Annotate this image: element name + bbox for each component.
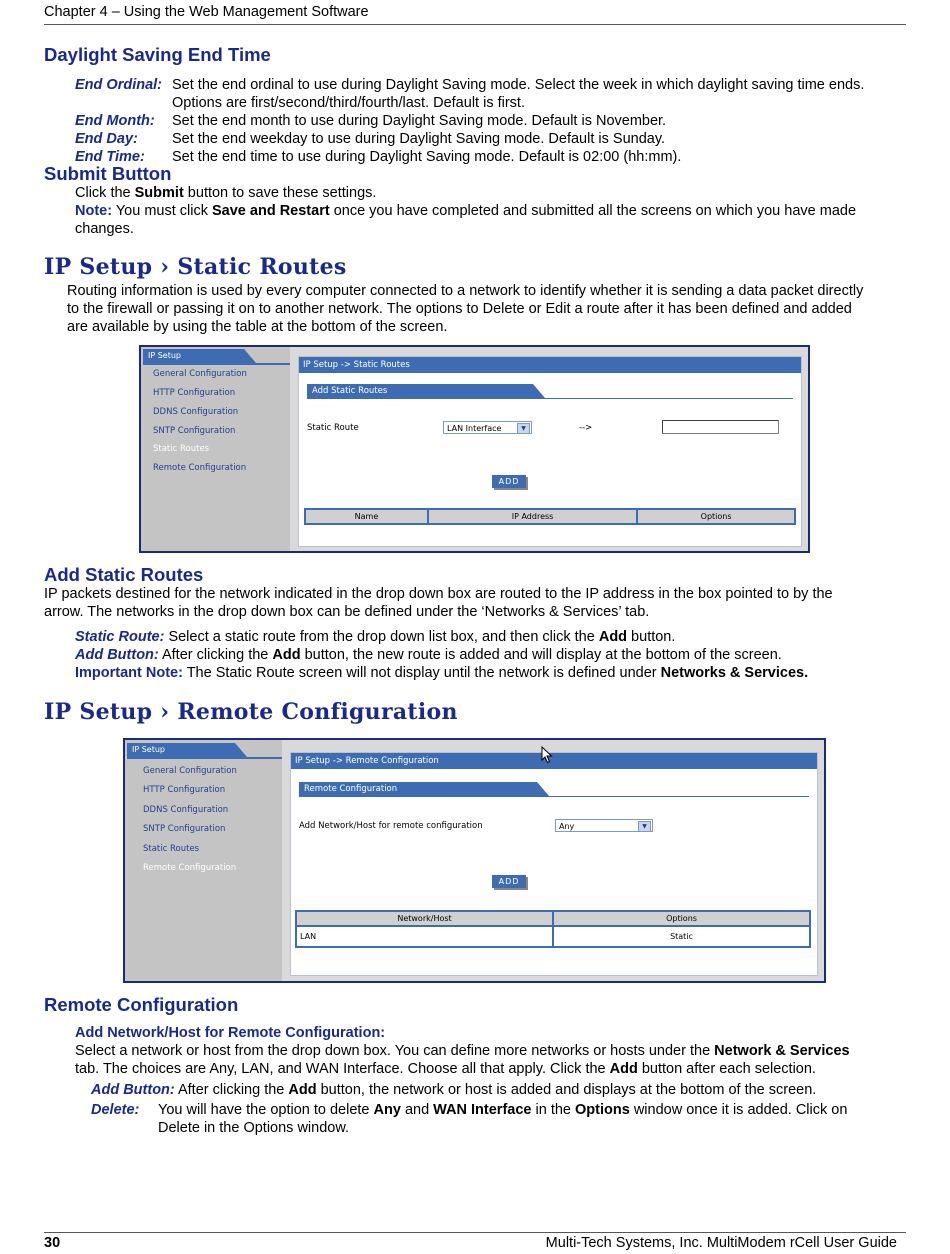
term-label: End Ordinal:: [75, 77, 162, 93]
ip-address-input[interactable]: [662, 420, 779, 434]
text: button, the network or host is added and displays at the bottom of the screen.: [316, 1082, 817, 1098]
text: Delete in the Options window.: [158, 1120, 350, 1136]
sidebar-tab[interactable]: IP Setup: [127, 743, 235, 757]
section-tab: Add Static Routes: [307, 384, 533, 398]
text: in the: [531, 1102, 576, 1118]
nav-remote-configuration[interactable]: Remote Configuration: [143, 863, 237, 873]
content-panel: [290, 752, 818, 976]
content-panel: [298, 356, 802, 547]
term-label: End Day:: [75, 131, 138, 147]
term-desc: Set the end weekday to use during Daylight Saving mode. Default is Sunday.: [172, 131, 666, 147]
text: Select a network or host from the drop down box. You can define more networks or hosts under the: [75, 1043, 715, 1059]
arrow-label: -->: [579, 423, 593, 433]
text: button, the new route is added and will display at the bottom of the screen.: [300, 647, 782, 663]
routes-table: [304, 508, 796, 525]
dst-end-title: Daylight Saving End Time: [44, 44, 271, 65]
text: After clicking the: [174, 1082, 289, 1098]
text: button after each selection.: [637, 1061, 816, 1077]
sidebar-tab[interactable]: IP Setup: [143, 349, 244, 363]
term-label: End Time:: [75, 149, 145, 165]
network-host-label: Add Network/Host for remote configuration: [299, 821, 483, 831]
nav-static-routes[interactable]: Static Routes: [153, 444, 210, 454]
text: button to save these settings.: [183, 185, 377, 201]
add-static-routes-text: [44, 585, 914, 621]
nav-static-routes[interactable]: Static Routes: [143, 844, 200, 854]
term-label: Delete:: [91, 1102, 140, 1118]
nav-http-configuration[interactable]: HTTP Configuration: [153, 388, 236, 398]
note-label: Note:: [75, 203, 113, 219]
nav-sntp-configuration[interactable]: SNTP Configuration: [143, 824, 226, 834]
sidebar: [125, 740, 282, 981]
text-bold: Add: [609, 1061, 638, 1077]
main-area: [290, 347, 808, 551]
text-bold: WAN Interface: [433, 1102, 532, 1118]
remote-config-desc: [75, 1042, 925, 1078]
main-area: [282, 740, 824, 981]
footer-rule: [44, 1232, 906, 1233]
header-rule: [44, 24, 906, 25]
term-desc: Set the end ordinal to use during Daylight Saving mode. Select the week in which daylight saving time ends.: [172, 77, 865, 93]
page-titlebar: IP Setup -> Remote Configuration: [291, 753, 817, 769]
add-button[interactable]: ADD: [492, 875, 526, 888]
dst-end-month: [75, 112, 915, 130]
text: to the firewall or passing it on to another network. The options to Delete or Edit a route after it has been defined and added: [67, 301, 852, 317]
add-button[interactable]: ADD: [492, 475, 526, 488]
dst-end-ordinal-cont: [75, 94, 915, 112]
add-static-routes-title: Add Static Routes: [44, 564, 204, 585]
text-bold: Save and Restart: [212, 203, 330, 219]
nav-general-configuration[interactable]: General Configuration: [153, 369, 247, 379]
column-header-name: Name: [305, 509, 428, 524]
nav-ddns-configuration[interactable]: DDNS Configuration: [153, 407, 239, 417]
static-route-label: Static Route: [307, 423, 359, 433]
section-tab: Remote Configuration: [299, 782, 537, 796]
text-bold: Any: [373, 1102, 401, 1118]
text-bold: Networks & Services.: [660, 665, 809, 681]
remote-config-section-title: Remote Configuration: [44, 994, 239, 1015]
chevron-down-icon: ▼: [638, 821, 651, 832]
text: You must click: [112, 203, 212, 219]
select-value: LAN Interface: [447, 424, 502, 433]
static-routes-intro: [67, 282, 917, 336]
term-desc: Set the end time to use during Daylight Saving mode. Default is 02:00 (hh:mm).: [172, 149, 682, 165]
footer-guide: Multi-Tech Systems, Inc. MultiModem rCell User Guide: [545, 1235, 897, 1251]
nav-sntp-configuration[interactable]: SNTP Configuration: [153, 426, 236, 436]
text: changes.: [75, 221, 134, 237]
network-host-select[interactable]: [555, 819, 653, 832]
text: You will have the option to delete: [158, 1102, 374, 1118]
submit-text: [75, 184, 915, 238]
important-label: Important Note:: [75, 665, 183, 681]
nav-http-configuration[interactable]: HTTP Configuration: [143, 785, 226, 795]
text: are available by using the table at the bottom of the screen.: [67, 319, 448, 335]
text: arrow. The networks in the drop down box can be defined under the ‘Networks & Services’ tab.: [44, 604, 650, 620]
remote-config-title: IP Setup › Remote Configuration: [44, 699, 458, 725]
static-routes-title: IP Setup › Static Routes: [44, 254, 347, 280]
term-label: Add Button:: [75, 647, 159, 663]
dst-end-day: [75, 130, 915, 148]
text: The Static Route screen will not display until the network is defined under: [182, 665, 661, 681]
text: IP packets destined for the network indicated in the drop down box are routed to the IP address in the box pointed to by the: [44, 586, 833, 602]
term-label: Static Route:: [75, 629, 165, 645]
term-label: Add Button:: [91, 1082, 175, 1098]
cell-options[interactable]: Static: [553, 926, 810, 947]
column-header-network-host: Network/Host: [296, 911, 553, 926]
select-value: Any: [559, 822, 575, 831]
remote-config-screenshot: [123, 738, 826, 983]
text: Routing information is used by every computer connected to a network to identify whether it is sending a data packet directly: [67, 283, 864, 299]
remote-delete-desc: [91, 1101, 921, 1137]
term-label: End Month:: [75, 113, 155, 129]
dst-end-list: [75, 76, 915, 166]
column-header-ip-address: IP Address: [428, 509, 637, 524]
chapter-header: Chapter 4 – Using the Web Management Software: [44, 4, 369, 20]
page-titlebar: IP Setup -> Static Routes: [299, 357, 801, 373]
column-header-options: Options: [637, 509, 795, 524]
text-bold: Add: [288, 1082, 317, 1098]
dst-end-ordinal: [75, 76, 915, 94]
text-bold: Add: [272, 647, 301, 663]
table-row: [296, 926, 810, 947]
text-bold: Submit: [134, 185, 184, 201]
nav-general-configuration[interactable]: General Configuration: [143, 766, 237, 776]
text: and: [400, 1102, 434, 1118]
text-bold: Options: [575, 1102, 630, 1118]
static-routes-terms: [75, 628, 925, 682]
sidebar: [141, 347, 290, 551]
page-number: 30: [44, 1235, 61, 1251]
remote-config-table: [295, 910, 811, 948]
term-desc: Set the end month to use during Daylight Saving mode. Default is November.: [172, 113, 667, 129]
text: Select a static route from the drop down list box, and then click the: [164, 629, 599, 645]
nav-remote-configuration[interactable]: Remote Configuration: [153, 463, 247, 473]
submit-title: Submit Button: [44, 163, 172, 184]
text: button.: [627, 629, 676, 645]
mouse-cursor-icon: [541, 746, 553, 764]
term-desc: Options are first/second/third/fourth/last. Default is first.: [172, 95, 525, 111]
text-bold: Network & Services: [714, 1043, 850, 1059]
text: tab. The choices are Any, LAN, and WAN Interface. Choose all that apply. Click the: [75, 1061, 610, 1077]
static-routes-screenshot: [139, 345, 810, 553]
column-header-options: Options: [553, 911, 810, 926]
remote-add-button-desc: [91, 1081, 921, 1099]
chevron-down-icon: ▼: [517, 423, 530, 434]
text-bold: Add: [598, 629, 628, 645]
static-route-select[interactable]: [443, 421, 532, 434]
nav-ddns-configuration[interactable]: DDNS Configuration: [143, 805, 229, 815]
text: once you have completed and submitted all the screens on which you have made: [329, 203, 857, 219]
cell-network-host: LAN: [296, 926, 553, 947]
text: window once it is added. Click on: [629, 1102, 848, 1118]
text: Click the: [75, 185, 135, 201]
remote-config-subtitle: Add Network/Host for Remote Configuration:: [75, 1025, 386, 1041]
text: After clicking the: [158, 647, 273, 663]
dst-end-time: [75, 148, 915, 166]
